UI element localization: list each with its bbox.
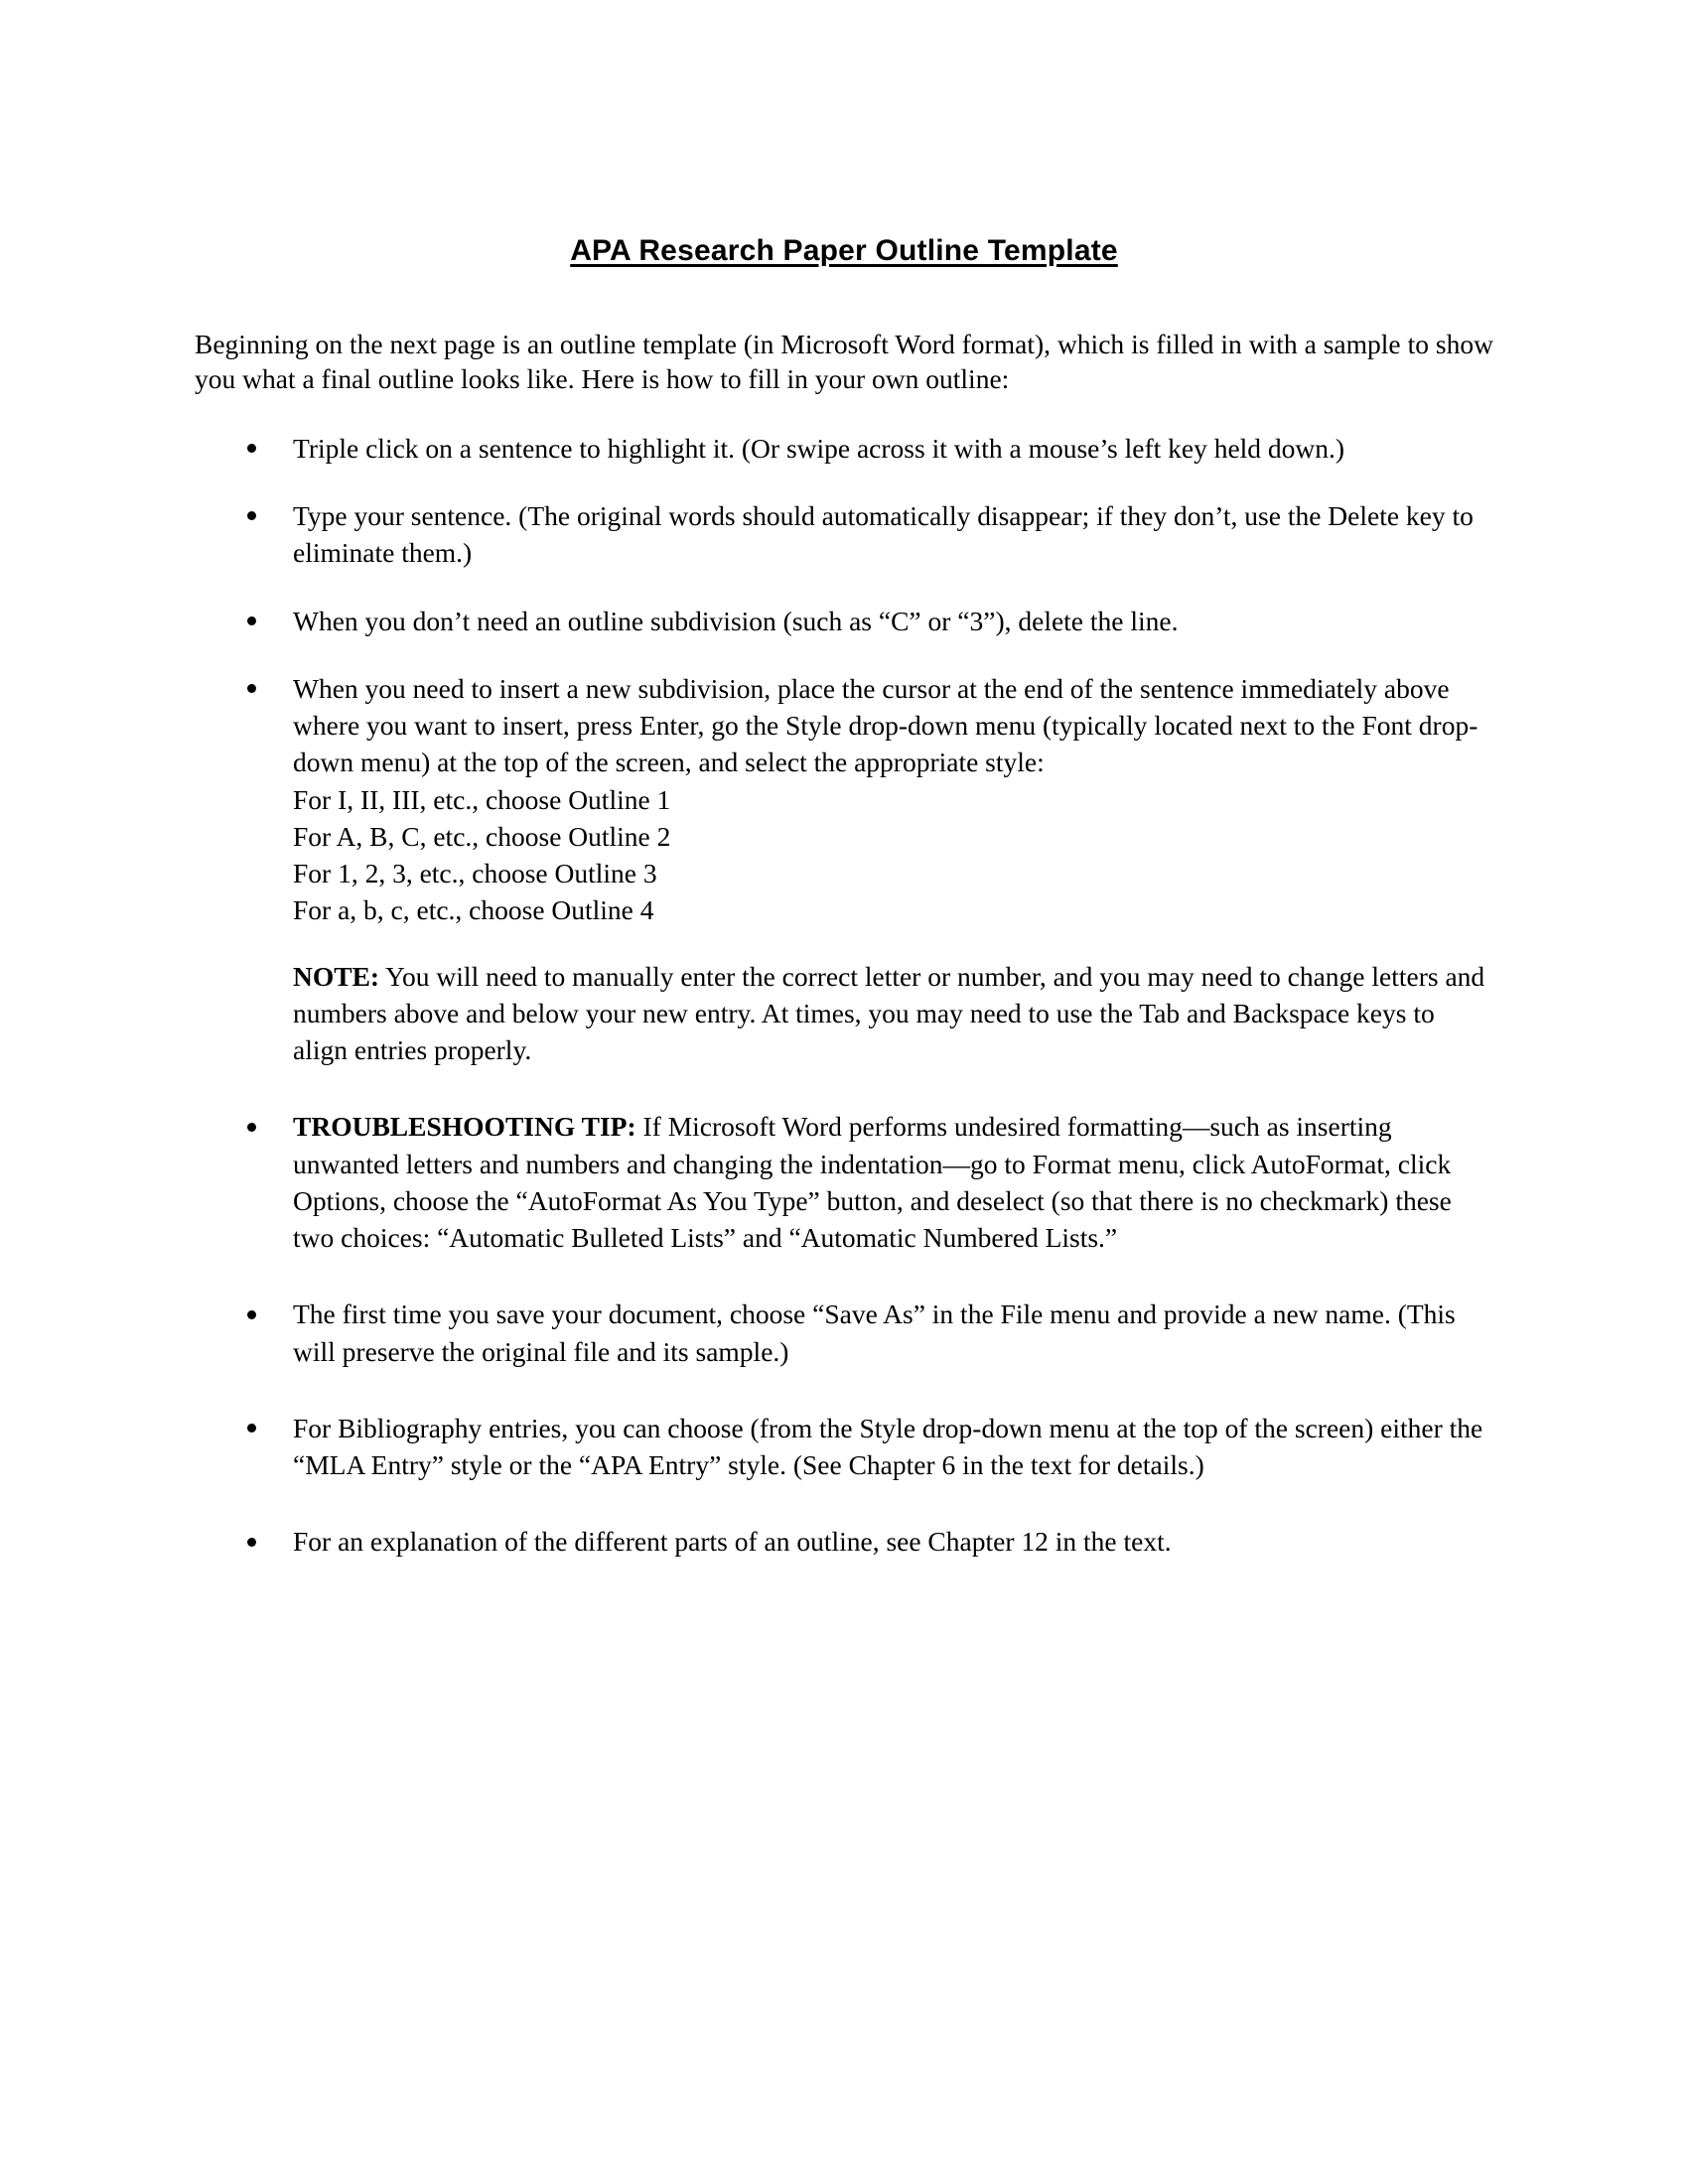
outline-style-mapping-lines (293, 781, 1493, 929)
bullet-dot-icon (247, 684, 256, 693)
document-body (195, 234, 1493, 1561)
bullet-dot-icon (247, 1310, 256, 1319)
bullet-dot-icon (247, 1538, 256, 1547)
list-item-type-sentence (195, 497, 1493, 572)
bullet-dot-icon (247, 511, 256, 520)
outline-style-line-3: For 1, 2, 3, etc., choose Outline 3 (293, 858, 657, 889)
troubleshooting-tip-body: If Microsoft Word performs undesired formatting—such as inserting unwanted letters and numbers and changing the indentation—go to Format menu, click AutoFormat, click Options, choose the “AutoFormat As You Type” button, and deselect (so that there is no checkmark) these two choices: “Automatic Bulleted Lists” and “Automatic Numbered Lists.” (293, 1111, 1452, 1254)
list-item-text: Triple click on a sentence to highlight it. (Or swipe across it with a mouse’s left key held down.) (293, 432, 1345, 464)
note-text: You will need to manually enter the correct letter or number, and you may need to change letters and numbers above and below your new entry. At times, you may need to use the Tab and Backspace keys to align entries properly. (293, 960, 1485, 1066)
bullet-dot-icon (247, 1123, 256, 1132)
outline-style-line-2: For A, B, C, etc., choose Outline 2 (293, 820, 671, 852)
list-item-triple-click (195, 430, 1493, 467)
list-item-text: When you need to insert a new subdivision, place the cursor at the end of the sentence immediately above where you want to insert, press Enter, go the Style drop-down menu (typically located next to the Font drop-down menu) at the top of the screen, and select the appropriate style: (293, 672, 1478, 778)
bullet-dot-icon (247, 616, 256, 625)
instructions-list (195, 430, 1493, 1561)
page-title: APA Research Paper Outline Template (570, 234, 1118, 267)
list-item-text: The first time you save your document, choose “Save As” in the File menu and provide a new name. (This will preserve the original file and its sample.) (293, 1298, 1456, 1367)
list-item-text (293, 1108, 1493, 1256)
list-item-delete-subdivision (195, 603, 1493, 639)
list-item-text: For Bibliography entries, you can choose (from the Style drop-down menu at the top of the screen) either the “MLA Entry” style or the “APA Entry” style. (See Chapter 6 in the text for details.) (293, 1412, 1483, 1481)
note-paragraph (293, 958, 1493, 1069)
bullet-dot-icon (247, 1424, 256, 1433)
note-label: NOTE: (293, 960, 380, 992)
list-item-save-as (195, 1296, 1493, 1370)
list-item-text: For an explanation of the different parts of an outline, see Chapter 12 in the text. (293, 1526, 1172, 1558)
list-item-text: When you don’t need an outline subdivision (such as “C” or “3”), delete the line. (293, 605, 1179, 636)
outline-style-line-1: For I, II, III, etc., choose Outline 1 (293, 783, 671, 815)
troubleshooting-tip-label: TROUBLESHOOTING TIP: (293, 1111, 636, 1143)
outline-style-line-4: For a, b, c, etc., choose Outline 4 (293, 894, 654, 926)
list-item-outline-parts (195, 1523, 1493, 1560)
bullet-dot-icon (247, 444, 256, 453)
list-item-bibliography-entries (195, 1410, 1493, 1484)
list-item-text: Type your sentence. (The original words should automatically disappear; if they don’t, use the Delete key to eliminate them.) (293, 500, 1474, 569)
list-item-troubleshooting-tip (195, 1108, 1493, 1256)
intro-paragraph: Beginning on the next page is an outline template (in Microsoft Word format), which is filled in with a sample to show you what a final outline looks like. Here is how to fill in your own outline: (195, 328, 1493, 394)
list-item-insert-subdivision (195, 670, 1493, 1069)
